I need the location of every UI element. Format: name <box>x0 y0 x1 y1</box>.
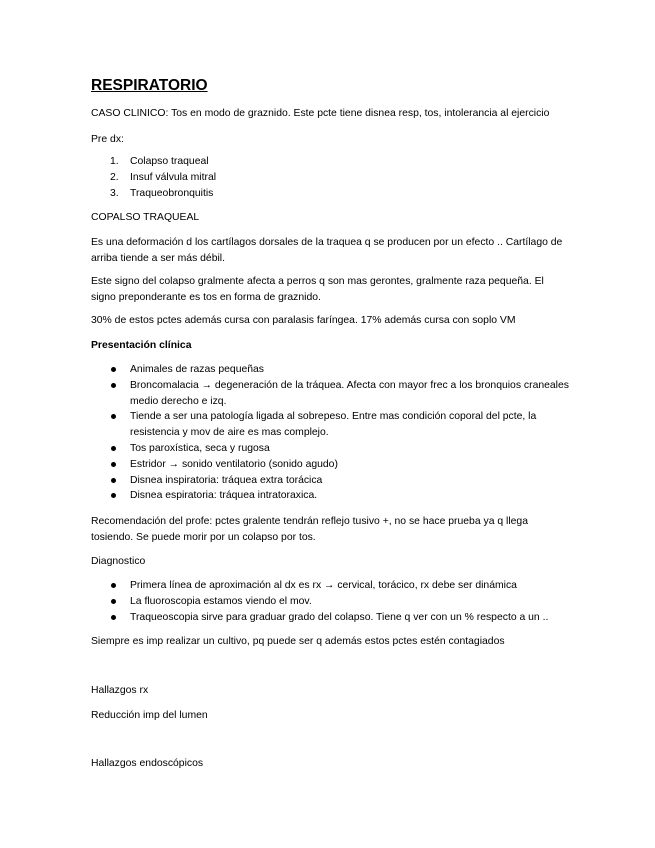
list-number: 2. <box>110 171 119 183</box>
section-heading-presentacion: Presentación clínica <box>91 340 192 351</box>
paragraph: Reducción imp del lumen <box>91 710 208 721</box>
list-item <box>91 488 571 504</box>
list-item-text: Animales de razas pequeñas <box>130 364 265 375</box>
paragraph: Siempre es imp realizar un cultivo, pq puede ser q además estos pctes estén contagiados <box>91 636 505 647</box>
list-item-text: Primera línea de aproximación al dx es rx → cervical, torácico, rx debe ser dinámica <box>130 580 517 591</box>
list-item-text: Broncomalacia → degeneración de la tráquea. Afecta con mayor frec a los bronquios craneales medio derecho e izq. <box>130 379 569 407</box>
list-item <box>91 186 571 202</box>
section-heading-diagnostico: Diagnostico <box>91 556 146 567</box>
list-item-text: Colapso traqueal <box>130 156 209 167</box>
list-item <box>91 441 571 457</box>
list-item <box>91 170 571 186</box>
bullet-icon <box>111 462 116 467</box>
bullet-icon <box>111 414 116 419</box>
list-item <box>91 473 571 489</box>
list-item-text: Traqueoscopia sirve para graduar grado del colapso. Tiene q ver con un % respecto a un .. <box>130 611 549 623</box>
list-number: 1. <box>110 156 119 167</box>
paragraph: Recomendación del profe: pctes gralente tendrán reflejo tusivo +, no se hace prueba ya q llega tosiendo. Se puede morir por un colapso por tos. <box>91 516 528 543</box>
list-item <box>91 578 571 594</box>
list-item-text: Insuf válvula mitral <box>130 171 217 183</box>
bullet-icon <box>111 583 116 588</box>
list-item <box>91 154 571 170</box>
list-item-text: La fluoroscopia estamos viendo el mov. <box>130 595 312 607</box>
bullet-icon <box>111 446 116 451</box>
bullet-icon <box>111 478 116 483</box>
bullet-icon <box>111 383 116 388</box>
page-title: RESPIRATORIO <box>91 77 208 94</box>
diagnostico-list <box>91 578 571 625</box>
bullet-icon <box>111 599 116 604</box>
list-item-text: Disnea espiratoria: tráquea intratoraxica. <box>130 490 318 502</box>
pre-dx-list <box>91 154 571 201</box>
list-item <box>91 409 571 441</box>
list-item-text: Estridor → sonido ventilatorio (sonido agudo) <box>130 458 338 470</box>
list-item <box>91 362 571 378</box>
bullet-icon <box>111 367 116 372</box>
list-item <box>91 610 571 626</box>
presentacion-list <box>91 362 571 504</box>
bullet-icon <box>111 493 116 498</box>
paragraph: Este signo del colapso gralmente afecta a perros q son mas gerontes, gralmente raza pequeña. El signo preponderante es tos en forma de graznido. <box>91 276 544 303</box>
list-item-text: Traqueobronquitis <box>130 187 214 199</box>
list-item-text: Disnea inspiratoria: tráquea extra torácica <box>130 474 323 486</box>
list-item-text: Tos paroxística, seca y rugosa <box>130 442 270 454</box>
list-item-text: Tiende a ser una patología ligada al sobrepeso. Entre mas condición coporal del pcte, la resistencia y mov de aire es mas complejo. <box>130 411 537 439</box>
list-number: 3. <box>110 187 119 199</box>
paragraph: 30% de estos pctes además cursa con paralasis faríngea. 17% además cursa con soplo VM <box>91 315 516 326</box>
list-item <box>91 378 571 410</box>
case-text: CASO CLINICO: Tos en modo de graznido. Este pcte tiene disnea resp, tos, intolerancia al ejercicio <box>91 108 550 119</box>
paragraph: Es una deformación d los cartílagos dorsales de la traquea q se producen por un efecto .. Cartílago de arriba tiende a ser más débil. <box>91 237 563 264</box>
section-heading-hallazgos-endoscopicos: Hallazgos endoscópicos <box>91 758 204 769</box>
list-item <box>91 457 571 473</box>
bullet-icon <box>111 615 116 620</box>
list-item <box>91 594 571 610</box>
pre-dx-label: Pre dx: <box>91 134 124 145</box>
section-heading-hallazgos-rx: Hallazgos rx <box>91 685 149 696</box>
section-heading-colapso: COPALSO TRAQUEAL <box>91 212 200 223</box>
